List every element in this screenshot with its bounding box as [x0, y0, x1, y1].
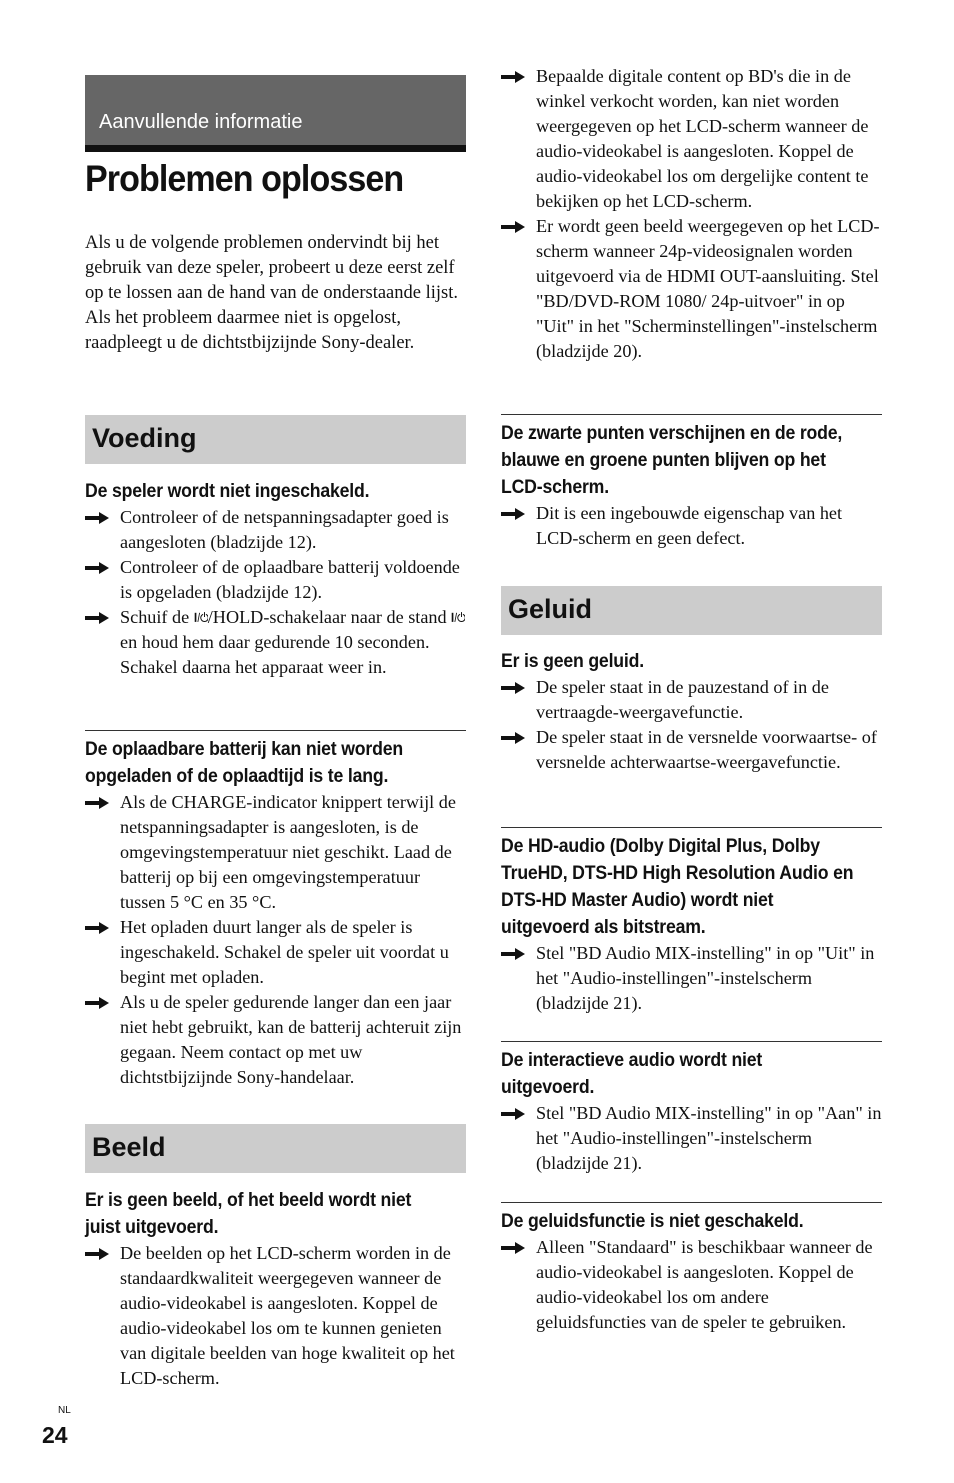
- power-switch-icon: [194, 610, 208, 624]
- category-geluid: [501, 586, 882, 635]
- arrow-icon: [85, 612, 109, 624]
- problem-title: Er is geen beeld, of het beeld wordt niet juist uitgevoerd.: [85, 1190, 412, 1238]
- problem-black-dots: [501, 414, 882, 551]
- problem-title: De geluidsfunctie is niet geschakeld.: [501, 1211, 804, 1232]
- problem-no-picture: [85, 1187, 466, 1391]
- arrow-icon: [501, 682, 525, 694]
- solution-item: De speler staat in de versnelde voorwaartse- of versnelde achterwaartse-weergavefunctie.: [501, 725, 882, 775]
- problem-battery: [85, 730, 466, 1090]
- arrow-icon: [501, 221, 525, 233]
- arrow-icon: [85, 997, 109, 1009]
- arrow-icon: [85, 922, 109, 934]
- arrow-icon: [85, 1248, 109, 1260]
- solution-list: [501, 675, 882, 775]
- solution-list: [85, 505, 466, 680]
- solution-item: Er wordt geen beeld weergegeven op het LCD-scherm wanneer 24p-videosignalen worden uitgevoerd via de HDMI OUT-aansluiting. Stel "BD/DVD-ROM 1080/ 24p-uitvoer" in op "Uit" in het "Scherminstellingen"-instelscherm (bladzijde 20).: [501, 214, 883, 364]
- category-title: Voeding: [92, 423, 197, 453]
- language-code: NL: [58, 1405, 71, 1416]
- solution-item: Stel "BD Audio MIX-instelling" in op "Uit" in het "Audio-instellingen"-instelscherm (bladzijde 21).: [501, 941, 882, 1016]
- arrow-icon: [501, 1108, 525, 1120]
- solution-item: Stel "BD Audio MIX-instelling" in op "Aan" in het "Audio-instellingen"-instelscherm (bladzijde 21).: [501, 1101, 882, 1176]
- intro-paragraph: Als u de volgende problemen ondervindt bij het gebruik van deze speler, probeert u deze eerst zelf op te lossen aan de hand van de onderstaande lijst. Als het probleem daarmee niet is opgelost, raadpleegt u de dichtstbijzijnde Sony-dealer.: [85, 233, 458, 353]
- category-voeding: [85, 415, 466, 464]
- problem-no-sound: [501, 648, 882, 775]
- problem-hd-audio: [501, 827, 882, 1016]
- arrow-icon: [85, 562, 109, 574]
- solution-item: Schuif de /HOLD-schakelaar naar de stand en houd hem daar gedurende 10 seconden. Schakel daarna het apparaat weer in.: [85, 605, 466, 680]
- problem-sound-function: [501, 1202, 882, 1335]
- intro-text: [85, 231, 470, 356]
- arrow-icon: [501, 508, 525, 520]
- category-title: Geluid: [508, 594, 593, 624]
- solution-list: [501, 941, 882, 1016]
- problem-interactive-audio: [501, 1041, 882, 1176]
- power-switch-icon: [451, 610, 465, 624]
- section-banner: [85, 75, 466, 152]
- problem-title: De speler wordt niet ingeschakeld.: [85, 481, 370, 502]
- arrow-icon: [501, 732, 525, 744]
- solution-list: [501, 501, 882, 551]
- arrow-icon: [85, 797, 109, 809]
- solution-list: [501, 1101, 882, 1176]
- solution-list-continued: [501, 64, 883, 364]
- solution-item: De speler staat in de pauzestand of in de vertraagde-weergavefunctie.: [501, 675, 882, 725]
- arrow-icon: [501, 1242, 525, 1254]
- problem-title: De zwarte punten verschijnen en de rode, blauwe en groene punten blijven op het LCD-scherm.: [501, 423, 843, 498]
- solution-list: [501, 1235, 882, 1335]
- arrow-icon: [501, 71, 525, 83]
- arrow-icon: [501, 948, 525, 960]
- page-number: 24: [42, 1422, 68, 1448]
- solution-item: Dit is een ingebouwde eigenschap van het LCD-scherm en geen defect.: [501, 501, 882, 551]
- solution-item: Controleer of de oplaadbare batterij voldoende is opgeladen (bladzijde 12).: [85, 555, 466, 605]
- problem-title: De HD-audio (Dolby Digital Plus, Dolby TrueHD, DTS-HD High Resolution Audio en DTS-HD Master Audio) wordt niet uitgevoerd als bitstream.: [501, 836, 854, 938]
- solution-item: De beelden op het LCD-scherm worden in de standaardkwaliteit weergegeven wanneer de audio-videokabel is aangesloten. Koppel de audio-videokabel los om te kunnen genieten van digitale beelden van hoge kwaliteit op het LCD-scherm.: [85, 1241, 466, 1391]
- solution-list: [85, 790, 466, 1090]
- solution-item: Als u de speler gedurende langer dan een jaar niet hebt gebruikt, kan de batterij achteruit zijn gegaan. Neem contact op met uw dichtstbijzijnde Sony-handelaar.: [85, 990, 466, 1090]
- solution-list: [85, 1241, 466, 1391]
- solution-item: Als de CHARGE-indicator knippert terwijl de netspanningsadapter is aangesloten, is de omgevingstemperatuur niet geschikt. Laad de batterij op bij een omgevingstemperatuur tussen 5 °C en 35 °C.: [85, 790, 466, 915]
- page-title: Problemen oplossen: [85, 158, 404, 199]
- solution-item: Alleen "Standaard" is beschikbaar wanneer de audio-videokabel is aangesloten. Koppel de audio-videokabel los om andere geluidsfuncties van de speler te gebruiken.: [501, 1235, 882, 1335]
- problem-title: De oplaadbare batterij kan niet worden opgeladen of de oplaadtijd is te lang.: [85, 739, 403, 787]
- problem-title: De interactieve audio wordt niet uitgevoerd.: [501, 1050, 763, 1098]
- section-label: Aanvullende informatie: [99, 111, 303, 133]
- category-beeld: [85, 1124, 466, 1173]
- problem-title: Er is geen geluid.: [501, 651, 644, 672]
- category-title: Beeld: [92, 1132, 166, 1162]
- arrow-icon: [85, 512, 109, 524]
- solution-item: Controleer of de netspanningsadapter goed is aangesloten (bladzijde 12).: [85, 505, 466, 555]
- solution-item: Bepaalde digitale content op BD's die in de winkel verkocht worden, kan niet worden weergegeven op het LCD-scherm wanneer de audio-videokabel is aangesloten. Koppel de audio-videokabel los om dergelijke content te bekijken op het LCD-scherm.: [501, 64, 883, 214]
- problem-no-power: [85, 478, 466, 680]
- solution-item: Het opladen duurt langer als de speler is ingeschakeld. Schakel de speler uit voordat u begint met opladen.: [85, 915, 466, 990]
